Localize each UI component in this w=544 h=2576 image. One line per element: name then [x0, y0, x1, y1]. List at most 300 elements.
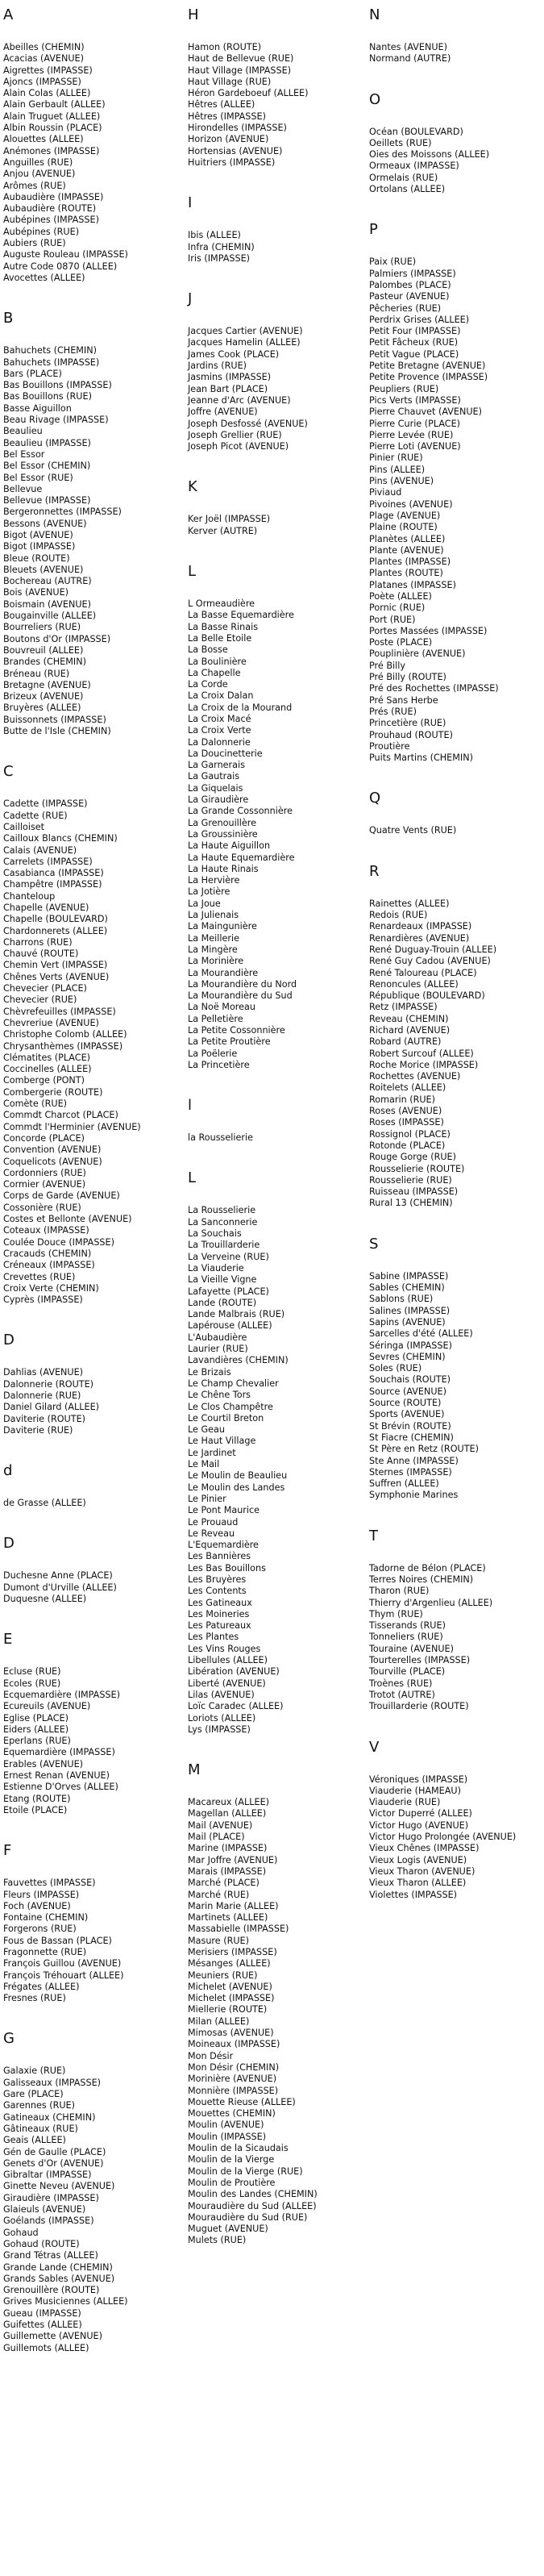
street-name: Dahlias (AVENUE)	[3, 1367, 84, 1378]
street-name: Pivoines (AVENUE)	[369, 498, 453, 510]
street-name: Magellan (ALLEE)	[188, 1808, 267, 1819]
street-name: Brandes (CHEMIN)	[3, 657, 86, 668]
street-name: Lande Malbrais (RUE)	[188, 1309, 285, 1320]
section-letter-heading: H	[188, 6, 199, 23]
street-name: Bahuchets (CHEMIN)	[3, 345, 97, 356]
section-letter-heading: R	[369, 862, 380, 880]
section-letter-heading: M	[188, 1761, 201, 1779]
street-name: Renoncules (ALLEE)	[369, 978, 459, 990]
street-name: Iris (IMPASSE)	[188, 252, 251, 264]
street-name: Jacques Hamelin (ALLEE)	[188, 337, 301, 348]
street-name: Auguste Rouleau (IMPASSE)	[3, 249, 128, 261]
street-name: Bellevue	[3, 483, 43, 494]
street-name: Lilas (AVENUE)	[188, 1689, 255, 1700]
street-name: René Duguay-Trouin (ALLEE)	[369, 944, 497, 955]
street-name: Oeillets (RUE)	[369, 137, 432, 148]
street-name: Jean Bart (PLACE)	[188, 383, 268, 394]
street-name: Alouettes (ALLEE)	[3, 134, 84, 145]
street-name: Christophe Colomb (ALLEE)	[3, 1029, 127, 1040]
street-name: Alain Gerbault (ALLEE)	[3, 99, 106, 110]
street-name: La Haute Equemardière	[188, 852, 295, 863]
street-name: La Maingunière	[188, 921, 257, 932]
street-name: Chevecier (PLACE)	[3, 983, 87, 994]
street-name: Chardonnerets (ALLEE)	[3, 925, 108, 936]
street-name: Quatre Vents (RUE)	[369, 825, 457, 836]
letter-section	[3, 763, 181, 1306]
street-name: Séringa (IMPASSE)	[369, 1340, 452, 1351]
street-name: Bessons (AVENUE)	[3, 518, 87, 529]
street-name: Anémones (IMPASSE)	[3, 145, 100, 156]
street-name: Meuniers (RUE)	[188, 1970, 258, 1981]
street-name: Océan (BOULEVARD)	[369, 126, 463, 137]
street-name: La Viauderie	[188, 1262, 244, 1273]
street-name: Tourterelles (IMPASSE)	[369, 1655, 471, 1666]
street-name: Les Moineries	[188, 1608, 250, 1619]
street-name: Le Moulin de Beaulieu	[188, 1470, 288, 1482]
street-name: de Grasse (ALLEE)	[3, 1498, 86, 1509]
street-name: Laurier (RUE)	[188, 1344, 248, 1355]
street-name: La Petite Cossonnière	[188, 1025, 285, 1036]
street-name: Moineaux (IMPASSE)	[188, 2039, 280, 2050]
street-list	[188, 1205, 363, 1736]
street-name: Bretagne (AVENUE)	[3, 679, 91, 690]
street-name: Tadorne de Bélon (PLACE)	[369, 1562, 486, 1574]
section-letter-heading: V	[369, 1738, 380, 1756]
street-name: Fous de Bassan (PLACE)	[3, 1935, 112, 1946]
street-name: Ernest Renan (AVENUE)	[3, 1770, 110, 1782]
street-name: Petit Four (IMPASSE)	[369, 326, 461, 337]
letter-section	[3, 1462, 181, 1509]
street-name: Moulin (AVENUE)	[188, 2120, 264, 2131]
street-list	[188, 598, 363, 1071]
street-name: Miellerie (ROUTE)	[188, 2004, 268, 2015]
street-name: Guillemette (AVENUE)	[3, 2331, 102, 2342]
letter-section	[188, 6, 363, 169]
street-name: Abeilles (CHEMIN)	[3, 42, 85, 52]
street-name: Alain Colas (ALLEE)	[3, 88, 91, 99]
street-name: Aubaudière (IMPASSE)	[3, 191, 104, 202]
street-name: La Souchais	[188, 1228, 242, 1240]
street-name: Peupliers (RUE)	[369, 383, 439, 394]
street-name: Paix (RUE)	[369, 256, 417, 268]
street-name: Souchais (ROUTE)	[369, 1374, 451, 1386]
street-name: Sarcelles d'été (ALLEE)	[369, 1328, 473, 1340]
street-name: Monnière (IMPASSE)	[188, 2085, 279, 2096]
section-letter-heading: K	[188, 478, 197, 496]
street-name: Guillemots (ALLEE)	[3, 2342, 89, 2353]
street-name: Chênes Verts (AVENUE)	[3, 971, 110, 982]
street-list	[188, 1132, 363, 1144]
street-name: La Princetière	[188, 1059, 250, 1070]
street-name: Violettes (IMPASSE)	[369, 1889, 458, 1900]
street-name: Martinets (ALLEE)	[188, 1912, 268, 1924]
street-name: Roses (AVENUE)	[369, 1106, 442, 1117]
street-list	[3, 2065, 181, 2353]
street-name: La Poëlerie	[188, 1048, 238, 1059]
street-name: Retz (IMPASSE)	[369, 1002, 438, 1013]
street-name: Corps de Garde (AVENUE)	[3, 1190, 120, 1202]
street-name: Equemardière (IMPASSE)	[3, 1747, 115, 1758]
street-name: Bigot (IMPASSE)	[3, 541, 76, 552]
street-name: Sablons (RUE)	[369, 1294, 434, 1305]
street-name: Thym (RUE)	[369, 1608, 423, 1619]
street-name: La Mourandière	[188, 967, 259, 978]
street-name: Pierre Curie (PLACE)	[369, 418, 461, 429]
street-name: La Groussinière	[188, 828, 258, 840]
street-name: Mouettes (CHEMIN)	[188, 2108, 276, 2120]
letter-section	[369, 1236, 544, 1502]
street-name: Haut Village (RUE)	[188, 76, 272, 87]
street-name: Le Champ Chevalier	[188, 1378, 279, 1389]
street-list	[188, 1797, 363, 2247]
street-list	[369, 898, 544, 1210]
street-name: Genets d'Or (AVENUE)	[3, 2157, 104, 2169]
street-name: Le Courtil Breton	[188, 1412, 264, 1423]
street-name: Ste Anne (IMPASSE)	[369, 1455, 459, 1466]
street-name: Bas Bouillons (RUE)	[3, 391, 92, 402]
street-name: Joseph Desfossé (AVENUE)	[188, 418, 308, 429]
street-name: Renardeaux (IMPASSE)	[369, 921, 472, 932]
street-name: La Noë Moreau	[188, 1002, 255, 1013]
street-name: Loriots (ALLEE)	[188, 1712, 256, 1724]
street-name: Butte de l'Isle (CHEMIN)	[3, 726, 111, 737]
street-name: Sevres (CHEMIN)	[369, 1351, 446, 1362]
street-name: Massabielle (IMPASSE)	[188, 1924, 289, 1935]
street-name: Oies des Moissons (ALLEE)	[369, 149, 490, 160]
street-name: Chapelle (BOULEVARD)	[3, 914, 108, 925]
street-name: Rochettes (AVENUE)	[369, 1071, 461, 1082]
street-name: Daniel Gilard (ALLEE)	[3, 1402, 100, 1413]
street-name: Cailloux Blancs (CHEMIN)	[3, 833, 118, 844]
street-name: Avocettes (ALLEE)	[3, 272, 85, 283]
street-name: Gohaud	[3, 2227, 39, 2238]
street-name: Chèvrefeuilles (IMPASSE)	[3, 1006, 116, 1017]
street-name: Bars (PLACE)	[3, 368, 62, 379]
street-name: Bel Essor (RUE)	[3, 472, 73, 483]
street-name: Chemin Vert (IMPASSE)	[3, 960, 108, 971]
street-name: Sports (AVENUE)	[369, 1409, 445, 1420]
street-name: Grenouillère (ROUTE)	[3, 2285, 100, 2296]
street-name: Bleuets (AVENUE)	[3, 564, 84, 575]
street-name: Le Pinier	[188, 1493, 226, 1504]
street-name: La Bosse	[188, 644, 228, 656]
street-name: Bouvreuil (ALLEE)	[3, 644, 84, 656]
street-name: Calais (AVENUE)	[3, 844, 77, 856]
section-letter-heading: N	[369, 6, 380, 23]
street-name: Libellules (ALLEE)	[188, 1655, 268, 1666]
street-name: Grande Lande (CHEMIN)	[3, 2261, 113, 2273]
letter-section	[188, 1761, 363, 2247]
street-name: Moulin de la Vierge	[188, 2154, 275, 2165]
street-list	[3, 1878, 181, 2004]
street-name: Boutons d'Or (IMPASSE)	[3, 633, 111, 644]
street-name: Commdt l'Herminier (AVENUE)	[3, 1121, 141, 1132]
street-name: République (BOULEVARD)	[369, 990, 485, 1002]
street-name: Anguilles (RUE)	[3, 156, 73, 168]
street-name: Normand (AUTRE)	[369, 53, 451, 65]
street-name: Princetière (RUE)	[369, 718, 446, 729]
street-name: Vieux Chênes (IMPASSE)	[369, 1843, 480, 1854]
street-name: Marché (RUE)	[188, 1889, 250, 1900]
street-name: Duquesne (ALLEE)	[3, 1594, 87, 1605]
street-name: La Mingère	[188, 944, 238, 955]
street-name: James Cook (PLACE)	[188, 348, 280, 360]
section-letter-heading: I	[188, 194, 193, 212]
street-name: Palombes (PLACE)	[369, 279, 451, 290]
street-name: Jacques Cartier (AVENUE)	[188, 326, 303, 337]
street-name: Eperlans (RUE)	[3, 1736, 71, 1747]
street-name: La Trouillarderie	[188, 1240, 260, 1251]
street-name: La Croix de la Mourand	[188, 702, 293, 713]
street-name: Charrons (RUE)	[3, 936, 73, 948]
letter-section	[188, 290, 363, 452]
street-name: Haut Village (IMPASSE)	[188, 65, 292, 76]
street-name: Champêtre (IMPASSE)	[3, 879, 102, 890]
street-name: Bougainville (ALLEE)	[3, 611, 97, 622]
street-name: Touraine (AVENUE)	[369, 1643, 454, 1654]
street-list	[3, 798, 181, 1306]
street-list	[3, 345, 181, 737]
street-name: Aubiers (RUE)	[3, 238, 66, 249]
street-name: Source (AVENUE)	[369, 1386, 446, 1397]
section-letter-heading: Q	[369, 790, 381, 807]
street-name: Symphonie Marines	[369, 1490, 459, 1501]
street-name: Romarin (RUE)	[369, 1094, 435, 1105]
street-name: Michelet (AVENUE)	[188, 1981, 272, 1992]
street-name: Mouraudière du Sud (ALLEE)	[188, 2200, 317, 2211]
street-name: Cyprès (IMPASSE)	[3, 1294, 83, 1306]
street-name: Moulin de la Sicaudais	[188, 2143, 289, 2154]
street-name: Mouette Rieuse (ALLEE)	[188, 2096, 296, 2107]
street-name: Galaxie (RUE)	[3, 2065, 66, 2077]
street-name: La Doucinetterie	[188, 748, 263, 759]
street-name: Ajoncs (IMPASSE)	[3, 76, 81, 87]
street-name: La Grenouillère	[188, 817, 257, 828]
street-name: Sternes (IMPASSE)	[369, 1466, 452, 1478]
section-letter-heading: l	[188, 1097, 193, 1115]
street-name: Plantes (ROUTE)	[369, 568, 443, 579]
street-name: Costes et Bellonte (AVENUE)	[3, 1214, 132, 1225]
street-name: Lafayette (PLACE)	[188, 1286, 269, 1297]
street-name: Muguet (AVENUE)	[188, 2224, 268, 2235]
street-name: Ortolans (ALLEE)	[369, 184, 446, 195]
street-name: Bahuchets (IMPASSE)	[3, 356, 100, 368]
street-name: Robard (AUTRE)	[369, 1036, 442, 1048]
street-name: Aubaudière (ROUTE)	[3, 203, 97, 215]
street-name: Chauvé (ROUTE)	[3, 948, 79, 960]
street-name: Le Haut Village	[188, 1436, 256, 1447]
street-name: Convention (AVENUE)	[3, 1144, 102, 1156]
street-name: Proutière	[369, 740, 410, 752]
street-name: Mulets (RUE)	[188, 2235, 247, 2246]
street-name: Port (RUE)	[369, 614, 416, 625]
street-name: Ecluse (RUE)	[3, 1666, 61, 1678]
section-letter-heading: D	[3, 1535, 15, 1553]
street-name: Plage (AVENUE)	[369, 510, 441, 521]
street-name: Platanes (IMPASSE)	[369, 579, 456, 590]
street-name: Suffren (ALLEE)	[369, 1478, 439, 1490]
street-name: Chrysanthèmes (IMPASSE)	[3, 1040, 123, 1052]
street-name: Anjou (AVENUE)	[3, 169, 76, 180]
street-name: Merisiers (IMPASSE)	[188, 1947, 277, 1957]
section-letter-heading: L	[188, 563, 197, 581]
street-name: La Belle Etoile	[188, 632, 252, 644]
street-name: Combergerie (ROUTE)	[3, 1086, 103, 1098]
street-name: Cracauds (CHEMIN)	[3, 1248, 92, 1259]
street-name: Cadette (RUE)	[3, 810, 68, 821]
street-name: Prouhaud (ROUTE)	[369, 729, 453, 740]
street-name: Ginette Neveu (AVENUE)	[3, 2181, 115, 2192]
street-name: St Fiacre (CHEMIN)	[369, 1432, 454, 1443]
street-name: Acacias (AVENUE)	[3, 53, 84, 65]
street-name: La Basse Rinais	[188, 621, 259, 632]
street-name: La Julienais	[188, 910, 239, 921]
street-name: La Petite Proutière	[188, 1036, 271, 1048]
street-name: Le Jardinet	[188, 1447, 236, 1458]
street-name: Puits Martins (CHEMIN)	[369, 752, 473, 764]
street-name: Ecoles (RUE)	[3, 1678, 61, 1689]
street-list	[188, 42, 363, 169]
street-name: Sables (CHEMIN)	[369, 1282, 445, 1294]
street-name: Vieux Logis (AVENUE)	[369, 1854, 467, 1865]
letter-section	[188, 563, 363, 1071]
street-name: Bellevue (IMPASSE)	[3, 495, 91, 506]
street-name: Rotonde (PLACE)	[369, 1140, 446, 1151]
street-name: Fresnes (RUE)	[3, 1993, 66, 2004]
street-name: Plaine (ROUTE)	[369, 522, 438, 533]
street-name: Thierry d'Argenlieu (ALLEE)	[369, 1597, 493, 1608]
street-list	[188, 514, 363, 537]
street-name: Les Gatineaux	[188, 1597, 252, 1608]
street-name: Coccinelles (ALLEE)	[3, 1064, 92, 1075]
street-name: Bleue (ROUTE)	[3, 552, 70, 564]
street-name: Aigrettes (IMPASSE)	[3, 65, 93, 76]
street-name: Créneaux (IMPASSE)	[3, 1260, 95, 1271]
street-name: Pinier (RUE)	[369, 452, 423, 464]
letter-section	[188, 194, 363, 265]
street-name: Moulin (IMPASSE)	[188, 2131, 267, 2142]
street-name: Reveau (CHEMIN)	[369, 1013, 449, 1024]
street-name: Libération (AVENUE)	[188, 1666, 280, 1678]
street-name: Bel Essor (CHEMIN)	[3, 461, 91, 472]
street-name: Gare (PLACE)	[3, 2089, 64, 2100]
street-list	[3, 1498, 181, 1509]
street-name: La Croix Macé	[188, 713, 251, 724]
street-name: Poste (PLACE)	[369, 637, 433, 648]
street-name: Les Patureaux	[188, 1620, 251, 1632]
street-name: Marché (PLACE)	[188, 1878, 260, 1889]
street-name: La Croix Dalan	[188, 690, 254, 702]
street-name: Pasteur (AVENUE)	[369, 291, 450, 302]
section-letter-heading: B	[3, 310, 14, 327]
street-name: Fragonnette (RUE)	[3, 1947, 87, 1957]
street-name: La Haute Aiguillon	[188, 840, 271, 852]
street-name: Cormier (AVENUE)	[3, 1179, 86, 1190]
street-name: Galisseaux (IMPASSE)	[3, 2077, 102, 2088]
street-name: Masure (RUE)	[188, 1935, 249, 1946]
section-letter-heading: A	[3, 6, 14, 23]
letter-section	[369, 91, 544, 196]
street-name: Pouplinière (AVENUE)	[369, 648, 466, 660]
street-name: Pornic (RUE)	[369, 602, 426, 614]
street-name: Gâtineaux (RUE)	[3, 2123, 78, 2134]
street-name: Ker Joël (IMPASSE)	[188, 514, 271, 525]
street-name: Ormeaux (IMPASSE)	[369, 160, 459, 172]
street-name: Chevecier (RUE)	[3, 994, 77, 1006]
street-name: Le Prouaud	[188, 1516, 239, 1528]
street-name: Pins (AVENUE)	[369, 476, 434, 487]
street-name: Moulin des Landes (CHEMIN)	[188, 2189, 318, 2200]
street-name: Planètes (ALLEE)	[369, 533, 446, 544]
street-name: Troènes (RUE)	[369, 1678, 433, 1689]
street-name: Portes Massées (IMPASSE)	[369, 625, 488, 636]
street-name: La Gautrais	[188, 771, 240, 782]
section-letter-heading: C	[3, 763, 14, 781]
letter-section	[188, 1097, 363, 1144]
street-name: Macareux (ALLEE)	[188, 1797, 270, 1808]
section-letter-heading: O	[369, 90, 381, 108]
street-name: Pierre Loti (AVENUE)	[369, 441, 461, 452]
street-name: Infra (CHEMIN)	[188, 241, 255, 252]
street-name: Le Brizais	[188, 1366, 231, 1378]
letter-section	[369, 1528, 544, 1713]
street-name: Grands Sables (AVENUE)	[3, 2273, 115, 2284]
street-name: Beau Rivage (IMPASSE)	[3, 415, 109, 426]
street-list	[369, 127, 544, 196]
street-name: René Taloureau (PLACE)	[369, 967, 477, 978]
street-name: Eglise (PLACE)	[3, 1712, 69, 1724]
street-name: Viauderie (RUE)	[369, 1797, 441, 1808]
street-name: Hêtres (IMPASSE)	[188, 110, 266, 122]
street-name: Lande (ROUTE)	[188, 1297, 257, 1308]
street-name: Petite Bretagne (AVENUE)	[369, 361, 486, 372]
street-name: Joffre (AVENUE)	[188, 406, 258, 418]
letter-section	[3, 1535, 181, 1605]
letter-section	[3, 1332, 181, 1436]
letter-section	[3, 1842, 181, 2004]
street-name: Jasmins (IMPASSE)	[188, 372, 272, 383]
street-name: Ormelais (RUE)	[369, 172, 438, 183]
street-name: Joseph Picot (AVENUE)	[188, 441, 289, 452]
street-name: Commdt Charcot (PLACE)	[3, 1110, 118, 1121]
street-name: Hêtres (ALLEE)	[188, 99, 255, 110]
street-name: La Jotière	[188, 886, 230, 898]
street-name: Rainettes (ALLEE)	[369, 898, 450, 909]
street-name: Grives Musiciennes (ALLEE)	[3, 2296, 128, 2307]
street-name: Frégates (ALLEE)	[3, 1981, 80, 1992]
street-name: Le Clos Champêtre	[188, 1401, 273, 1412]
letter-section	[369, 1739, 544, 1901]
street-name: Erables (AVENUE)	[3, 1758, 84, 1769]
street-name: Mouraudière du Sud (RUE)	[188, 2211, 308, 2223]
street-name: La Sanconnerie	[188, 1216, 258, 1228]
street-name: Marais (IMPASSE)	[188, 1865, 267, 1877]
street-name: Perdrix Grises (ALLEE)	[369, 314, 470, 325]
street-name: L Ormeaudière	[188, 598, 255, 610]
street-name: Bréneau (RUE)	[3, 668, 70, 679]
street-name: La Rousselierie	[188, 1205, 256, 1216]
street-list	[369, 256, 544, 764]
street-name: Alain Truguet (ALLEE)	[3, 110, 101, 122]
street-name: L'Aubaudière	[188, 1332, 247, 1343]
letter-section	[369, 6, 544, 65]
street-name: Morinière (AVENUE)	[188, 2074, 277, 2085]
street-list	[3, 1367, 181, 1436]
street-name: Coquelicots (AVENUE)	[3, 1156, 102, 1167]
street-name: Hortensias (AVENUE)	[188, 145, 283, 156]
street-name: Daviterie (ROUTE)	[3, 1413, 86, 1424]
street-name: Hirondelles (IMPASSE)	[188, 123, 287, 134]
